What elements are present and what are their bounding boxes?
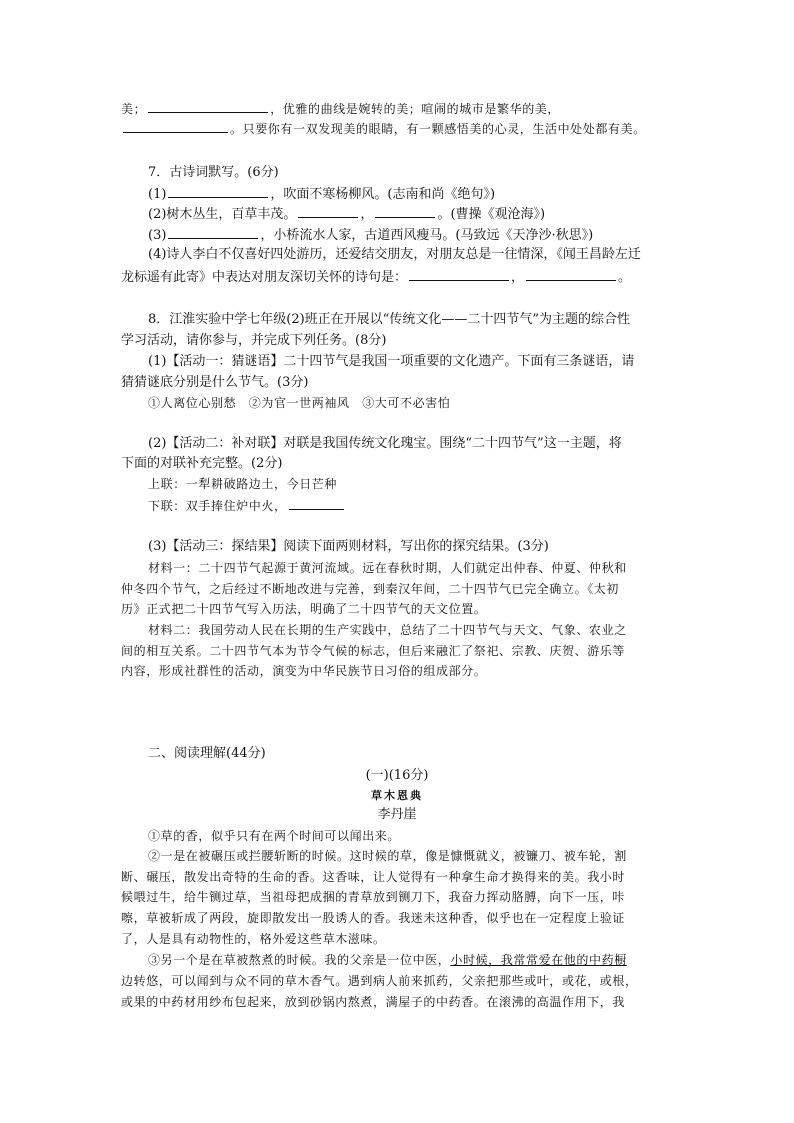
text: 。只要你有一双发现美的眼睛，有一颗感悟美的心灵，生活中处处都有美。 — [230, 122, 646, 136]
answer-blank[interactable] — [123, 118, 228, 133]
section-heading: 二、阅读理解(44分) — [148, 746, 266, 761]
q8-activity-2-cont: 下面的对联补充完整。(2分) — [121, 456, 283, 471]
couplet-upper: 上联：一犁耕破路边土，今日芒种 — [148, 477, 338, 491]
paragraph-1: ①草的香，似乎只有在两个时间可以闻出来。 — [148, 829, 401, 843]
material-2-line-2: 间的相互关系。二十四节气本为节令气候的标志，但后来融汇了祭祀、宗教、庆贺、游乐等 — [121, 644, 626, 658]
intro-line-2 — [121, 118, 681, 139]
answer-blank[interactable] — [298, 203, 358, 218]
q8-riddles: ①人离位心别愁 ②为官一世两袖风 ③大可不必害怕 — [148, 396, 451, 410]
q7-item-1 — [148, 183, 681, 205]
answer-blank[interactable] — [526, 266, 616, 281]
material-1-line-1: 材料一：二十四节气起源于黄河流域。远在春秋时期，人们就定出仲春、仲夏、仲秋和 — [148, 561, 627, 575]
text: 。 — [618, 270, 632, 285]
text: 龙标遥有此寄》中表达对朋友深切关怀的诗句是： — [121, 270, 408, 285]
material-1-line-3: 历》正式把二十四节气写入历法，明确了二十四节气的天文位置。 — [121, 602, 487, 616]
q7-item-3 — [148, 224, 681, 246]
article-author: 李丹崖 — [377, 807, 417, 822]
text: ，吹面不寒杨柳风。(志南和尚《绝句》) — [270, 187, 496, 202]
material-2-line-3: 内容，形成社群性的活动，演变为中华民族节日习俗的组成部分。 — [121, 664, 487, 678]
material-2-line-1: 材料二：我国劳动人民在长期的生产实践中，总结了二十四节气与天文、气象、农业之 — [148, 623, 627, 637]
q7-item-4: (4)诗人李白不仅喜好四处游历，还爱结交朋友，对朋友总是一往情深，《闻王昌龄左迁 — [148, 247, 641, 262]
answer-blank[interactable] — [289, 495, 344, 510]
article-title: 草木恩典 — [371, 789, 423, 802]
text: ，优雅的曲线是婉转的美；喧闹的城市是繁华的美， — [270, 102, 561, 116]
text: 。(曹操《观沧海》) — [437, 207, 546, 222]
paragraph-3-line-2: 边转悠，可以闻到与众不同的草木香气。遇到病人前来抓药，父亲把那些或叶，或花，或根， — [121, 974, 638, 988]
intro-line-1 — [121, 98, 681, 119]
paragraph-2-line-1: ②一是在被碾压或拦腰斩断的时候。这时候的草，像是慷慨就义，被镰刀、被车轮，割 — [148, 849, 627, 863]
q8-activity-3: (3)【活动三：探结果】阅读下面两则材料，写出你的探究结果。(3分) — [148, 539, 549, 554]
underlined-text: 小时候，我常常爱在他的中药橱 — [450, 953, 627, 967]
answer-blank[interactable] — [409, 266, 509, 281]
answer-blank[interactable] — [375, 203, 435, 218]
part-label: (一)(16分) — [365, 768, 429, 783]
paragraph-2-line-5: 了，人是具有动物性的，格外爱这些草木滋味。 — [121, 932, 386, 946]
paragraph-2-line-3: 候喂过牛，给牛铡过草，当祖母把成捆的青草放到铡刀下，我奋力挥动胳膊，向下一压，咔 — [121, 890, 626, 904]
q8-line-2: 学习活动，请你参与，并完成下列任务。(8分) — [121, 333, 387, 348]
material-1-line-2: 仲冬四个节气，之后经过不断地改进与完善，到秦汉年间，二十四节气已完全确立。《太初 — [121, 582, 620, 596]
answer-blank[interactable] — [168, 224, 258, 239]
text: ， — [511, 270, 525, 285]
text: 美； — [121, 102, 147, 116]
text: ，小桥流水人家，古道西风瘦马。(马致远《天净沙·秋思》) — [260, 228, 594, 243]
q8-line-1: 8．江淮实验中学七年级(2)班正在开展以“传统文化——二十四节气”为主题的综合性 — [148, 312, 630, 327]
paragraph-3-line-1 — [148, 950, 681, 970]
answer-blank[interactable] — [168, 183, 268, 198]
text: (2)树木丛生，百草丰茂。 — [148, 207, 297, 222]
text: ③另一个是在草被熬煮的时候。我的父亲是一位中医， — [148, 953, 451, 967]
q7-item-4-cont — [121, 266, 681, 288]
answer-blank[interactable] — [148, 98, 268, 113]
q8-activity-1-cont: 猜猜谜底分别是什么节气。(3分) — [121, 375, 309, 390]
couplet-lower — [148, 495, 681, 517]
paragraph-2-line-2: 断、碾压，散发出奇特的生命的香。这香味，让人觉得有一种拿生命才换得来的美。我小时 — [121, 870, 626, 884]
text: ， — [360, 207, 374, 222]
q7-title: 7．古诗词默写。(6分) — [148, 165, 279, 180]
q8-activity-2: (2)【活动二：补对联】对联是我国传统文化瑰宝。围绕“二十四节气”这一主题，将 — [148, 436, 622, 451]
q8-activity-1: (1)【活动一：猜谜语】二十四节气是我国一项重要的文化遗产。下面有三条谜语，请 — [148, 354, 635, 369]
text: (3) — [148, 228, 167, 243]
paragraph-3-line-3: 或果的中药材用纱布包起来，放到砂锅内熬煮，满屋子的中药香。在滚沸的高温作用下，我 — [121, 995, 626, 1009]
q7-item-2 — [148, 203, 681, 225]
text: (1) — [148, 187, 167, 202]
text: 下联：双手捧住炉中火， — [148, 499, 287, 513]
paragraph-2-line-4: 嚓，草被斩成了两段，旋即散发出一股诱人的香。我迷未这种香，似乎也在一定程度上验证 — [121, 911, 626, 925]
